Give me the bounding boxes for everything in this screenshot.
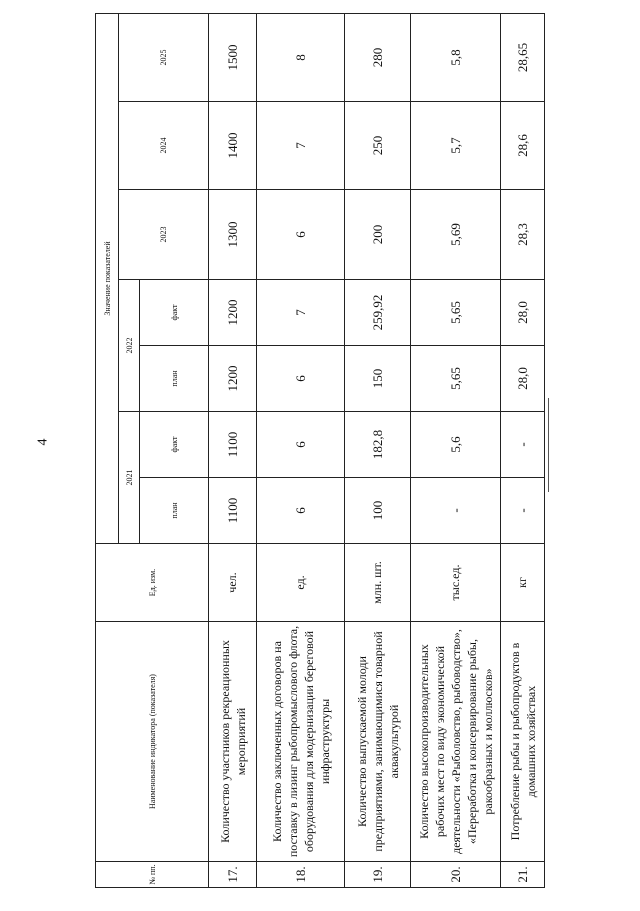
table-row: [209, 13, 257, 887]
row-num: 17.: [209, 862, 257, 888]
row-num: 21.: [501, 862, 545, 888]
value-2022-fact: 28,0: [501, 280, 545, 346]
value-2024: 250: [345, 102, 411, 190]
header-2022-plan: план: [140, 346, 209, 412]
row-name: Потребление рыбы и рыбопродуктов в домашних хозяйствах: [501, 622, 545, 862]
value-2024: 1400: [209, 102, 257, 190]
value-2023: 1300: [209, 190, 257, 280]
header-2023: 2023: [119, 190, 209, 280]
header-2022: 2022: [119, 280, 140, 412]
value-2023: 5,69: [411, 190, 501, 280]
value-2025: 28,65: [501, 13, 545, 101]
value-2021-plan: -: [411, 478, 501, 544]
value-2021-fact: 6: [257, 412, 345, 478]
row-unit: млн. шт.: [345, 544, 411, 622]
table-row: [345, 13, 411, 887]
value-2021-plan: -: [501, 478, 545, 544]
row-num: 20.: [411, 862, 501, 888]
row-unit: чел.: [209, 544, 257, 622]
header-2022-fact: факт: [140, 280, 209, 346]
row-num: 19.: [345, 862, 411, 888]
row-name: Количество заключенных договоров на поставку в лизинг рыбопромыслового флота, оборудования для модернизации береговой инфраструктуры: [257, 622, 345, 862]
value-2023: 6: [257, 190, 345, 280]
value-2021-fact: 5,6: [411, 412, 501, 478]
value-2021-plan: 100: [345, 478, 411, 544]
table-row: [501, 13, 545, 887]
header-2021-plan: план: [140, 478, 209, 544]
row-unit: тыс.ед.: [411, 544, 501, 622]
value-2023: 200: [345, 190, 411, 280]
row-name: Количество высокопроизводительных рабочих мест по виду экономической деятельности «Рыболовство, рыбоводство», «Переработка и консервирование рыбы, ракообразных и моллюсков»: [411, 622, 501, 862]
row-unit: кг: [501, 544, 545, 622]
value-2022-plan: 6: [257, 346, 345, 412]
header-name: Наименование индикатора (показателя): [96, 622, 209, 862]
value-2021-plan: 1100: [209, 478, 257, 544]
value-2021-fact: 1100: [209, 412, 257, 478]
indicators-table: [95, 13, 545, 888]
table-row: [257, 13, 345, 887]
value-2021-plan: 6: [257, 478, 345, 544]
value-2021-fact: -: [501, 412, 545, 478]
row-name: Количество участников рекреационных мероприятий: [209, 622, 257, 862]
header-values-group: Значение показателей: [96, 13, 119, 543]
header-unit: Ед. изм.: [96, 544, 209, 622]
value-2022-fact: 1200: [209, 280, 257, 346]
value-2022-plan: 1200: [209, 346, 257, 412]
value-2024: 7: [257, 102, 345, 190]
value-2022-plan: 28,0: [501, 346, 545, 412]
value-2025: 1500: [209, 13, 257, 101]
value-2025: 5,8: [411, 13, 501, 101]
value-2025: 8: [257, 13, 345, 101]
header-2024: 2024: [119, 102, 209, 190]
value-2022-plan: 5,65: [411, 346, 501, 412]
header-2021: 2021: [119, 412, 140, 544]
header-2025: 2025: [119, 13, 209, 101]
value-2022-fact: 259,92: [345, 280, 411, 346]
value-2023: 28,3: [501, 190, 545, 280]
row-name: Количество выпускаемой молоди предприятиями, занимающимися товарной аквакультурой: [345, 622, 411, 862]
rotated-table-container: [95, 14, 627, 888]
value-2022-fact: 5,65: [411, 280, 501, 346]
value-2025: 280: [345, 13, 411, 101]
row-num: 18.: [257, 862, 345, 888]
page-number: 4: [35, 438, 51, 446]
header-row-1: [96, 13, 119, 887]
header-2021-fact: факт: [140, 412, 209, 478]
value-2021-fact: 182,8: [345, 412, 411, 478]
table-row: [411, 13, 501, 887]
row-unit: ед.: [257, 544, 345, 622]
value-2022-plan: 150: [345, 346, 411, 412]
value-2024: 28,6: [501, 102, 545, 190]
value-2022-fact: 7: [257, 280, 345, 346]
value-2024: 5,7: [411, 102, 501, 190]
header-num: № пп.: [96, 862, 209, 888]
